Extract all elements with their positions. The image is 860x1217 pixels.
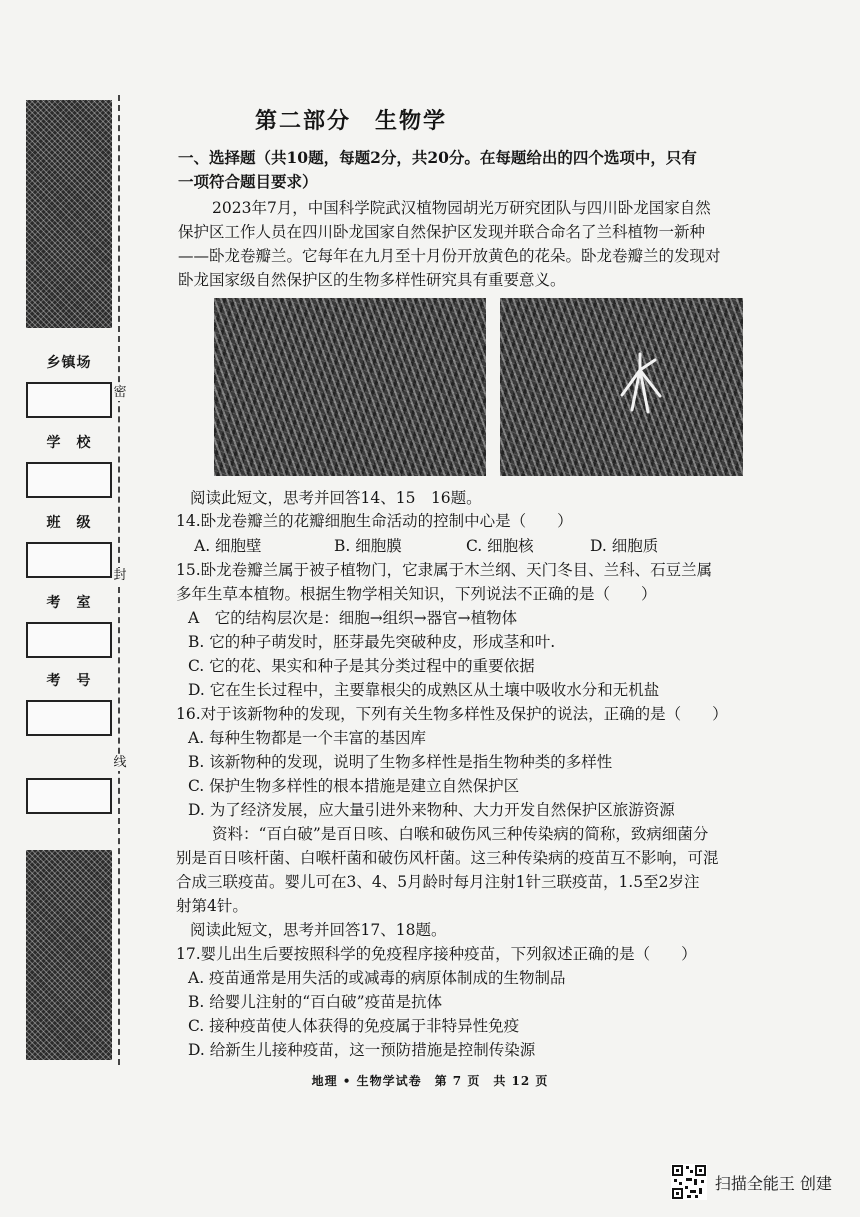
question-17-stem: 17.婴儿出生后要按照科学的免疫程序接种疫苗，下列叙述正确的是（ ） <box>176 945 697 963</box>
field-class[interactable] <box>26 542 112 578</box>
seal-char-mi: 密 <box>113 385 127 400</box>
q14-option-a: A. 细胞壁 <box>194 537 262 555</box>
read-prompt-1: 阅读此短文，思考并回答14、15 16题。 <box>190 489 482 507</box>
question-15-stem-line2: 多年生草本植物。根据生物学相关知识，下列说法不正确的是（ ） <box>176 585 657 603</box>
section-heading: 一、选择题（共10题，每题2分，共20分。在每题给出的四个选项中，只有 <box>178 148 697 167</box>
seal-char-feng: 封 <box>113 568 127 583</box>
label-class: 班 级 <box>46 515 92 531</box>
qr-code-icon <box>671 1164 707 1200</box>
q17-option-b: B. 给婴儿注射的“百白破”疫苗是抗体 <box>188 993 443 1011</box>
q16-option-c: C. 保护生物多样性的根本措施是建立自然保护区 <box>188 777 520 795</box>
question-14-stem: 14.卧龙卷瓣兰的花瓣细胞生命活动的控制中心是（ ） <box>176 512 573 530</box>
label-exam-room: 考 室 <box>46 595 92 611</box>
field-exam-room[interactable] <box>26 622 112 658</box>
passage1-line: 2023年7月，中国科学院武汉植物园胡光万研究团队与四川卧龙国家自然 <box>212 199 711 217</box>
page-title: 第二部分 生物学 <box>255 108 448 134</box>
q14-option-b: B. 细胞膜 <box>334 537 402 555</box>
orchid-photo-plant <box>214 298 486 476</box>
q15-option-a: A 它的结构层次是：细胞→组织→器官→植物体 <box>188 609 518 627</box>
field-township[interactable] <box>26 382 112 418</box>
read-prompt-2: 阅读此短文，思考并回答17、18题。 <box>190 921 447 939</box>
passage2-line: 别是百日咳杆菌、白喉杆菌和破伤风杆菌。这三种传染病的疫苗互不影响，可混 <box>176 849 719 867</box>
passage1-line: ——卧龙卷瓣兰。它每年在九月至十月份开放黄色的花朵。卧龙卷瓣兰的发现对 <box>178 247 721 265</box>
q16-option-a: A. 每种生物都是一个丰富的基因库 <box>188 729 427 747</box>
q16-option-d: D. 为了经济发展，应大量引进外来物种、大力开发自然保护区旅游资源 <box>188 801 675 819</box>
question-15-stem: 15.卧龙卷瓣兰属于被子植物门，它隶属于木兰纲、天门冬目、兰科、石豆兰属 <box>176 561 713 579</box>
passage1-line: 保护区工作人员在四川卧龙国家自然保护区发现并联合命名了兰科植物一新种 <box>178 223 706 241</box>
label-exam-number: 考 号 <box>46 673 92 689</box>
section-heading-line2: 一项符合题目要求） <box>178 172 318 191</box>
watermark-text: 扫描全能王 创建 <box>714 1173 832 1193</box>
hatched-block-bottom <box>26 850 112 1060</box>
q14-option-c: C. 细胞核 <box>466 537 534 555</box>
q15-option-b: B. 它的种子萌发时，胚芽最先突破种皮，形成茎和叶. <box>188 633 556 651</box>
passage2-line: 资料：“百白破”是百日咳、白喉和破伤风三种传染病的简称，致病细菌分 <box>212 825 709 843</box>
q17-option-c: C. 接种疫苗使人体获得的免疫属于非特异性免疫 <box>188 1017 520 1035</box>
passage2-line: 合成三联疫苗。婴儿可在3、4、5月龄时每月注射1针三联疫苗，1.5至2岁注 <box>176 873 700 891</box>
label-township: 乡镇场 <box>46 355 92 371</box>
binding-sidebar <box>0 0 140 1100</box>
passage2-line: 射第4针。 <box>176 897 248 915</box>
passage1-line: 卧龙国家级自然保护区的生物多样性研究具有重要意义。 <box>178 271 566 289</box>
field-school[interactable] <box>26 462 112 498</box>
orchid-flower-illustration <box>610 350 670 420</box>
hatched-block-top <box>26 100 112 328</box>
scanner-watermark <box>671 1164 832 1200</box>
q15-option-d: D. 它在生长过程中，主要靠根尖的成熟区从土壤中吸收水分和无机盐 <box>188 681 660 699</box>
q15-option-c: C. 它的花、果实和种子是其分类过程中的重要依据 <box>188 657 535 675</box>
page-footer: 地理 • 生物学试卷 第 7 页 共 12 页 <box>311 1074 549 1088</box>
q17-option-a: A. 疫苗通常是用失活的或减毒的病原体制成的生物制品 <box>188 969 566 987</box>
field-extra[interactable] <box>26 778 112 814</box>
label-school: 学 校 <box>46 435 92 451</box>
question-16-stem: 16.对于该新物种的发现，下列有关生物多样性及保护的说法，正确的是（ ） <box>176 705 728 723</box>
q17-option-d: D. 给新生儿接种疫苗，这一预防措施是控制传染源 <box>188 1041 536 1059</box>
q14-option-d: D. 细胞质 <box>590 537 659 555</box>
seal-char-xian: 线 <box>113 755 127 770</box>
q16-option-b: B. 该新物种的发现，说明了生物多样性是指生物种类的多样性 <box>188 753 613 771</box>
field-exam-number[interactable] <box>26 700 112 736</box>
